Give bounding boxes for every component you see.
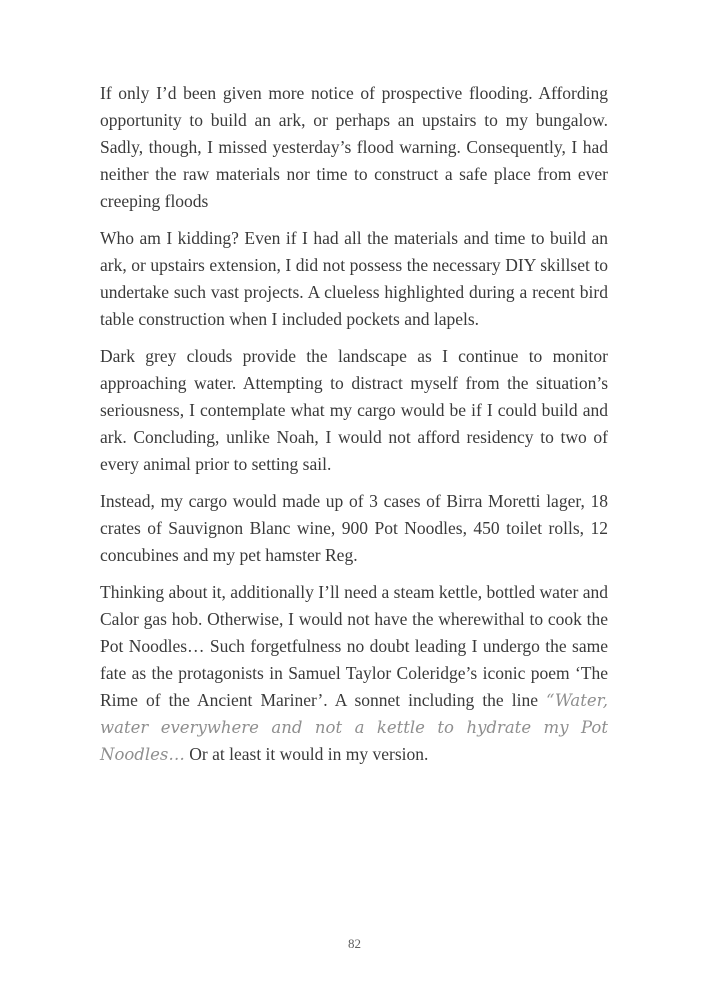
page-number: 82	[348, 936, 361, 951]
body-text: Instead, my cargo would made up of 3 cases of Birra Moretti lager, 18 crates of Sauvignon Blanc wine, 900 Pot Noodles, 450 toilet rolls, 12 concubines and my pet hamster Reg.	[100, 491, 608, 565]
body-text: Or at least it would in my version.	[184, 744, 429, 764]
body-text: If only I’d been given more notice of prospective flooding. Affording opportunity to build an ark, or perhaps an upstairs to my bungalow. Sadly, though, I missed yesterday’s flood warning. Consequently, I had neither the raw materials nor time to construct a safe place from ever creeping floods	[100, 83, 608, 211]
body-text: Who am I kidding? Even if I had all the materials and time to build an ark, or upstairs extension, I did not possess the necessary DIY skillset to undertake such vast projects. A clueless highlighted during a recent bird table construction when I included pockets and lapels.	[100, 228, 608, 329]
body-text: Thinking about it, additionally I’ll need a steam kettle, bottled water and Calor gas hob. Otherwise, I would not have the wherewithal to cook the Pot Noodles… Such forgetfulness no doubt leading I undergo the same fate as the protagonists in Samuel Taylor Coleridge’s iconic poem ‘The Rime of the Ancient Mariner’. A sonnet including the line	[100, 582, 608, 710]
body-text: Dark grey clouds provide the landscape as I continue to monitor approaching water. Attempting to distract myself from the situation’s seriousness, I contemplate what my cargo would be if I could build and ark. Concluding, unlike Noah, I would not afford residency to two of every animal prior to setting sail.	[100, 346, 608, 474]
paragraph	[100, 225, 608, 333]
paragraph	[100, 80, 608, 215]
paragraph	[100, 343, 608, 478]
paragraph	[100, 579, 608, 768]
quote-text: “Water, water everywhere and not a kettle to hydrate my Pot Noodles…	[100, 691, 608, 764]
page-text	[100, 80, 608, 768]
paragraph	[100, 488, 608, 569]
